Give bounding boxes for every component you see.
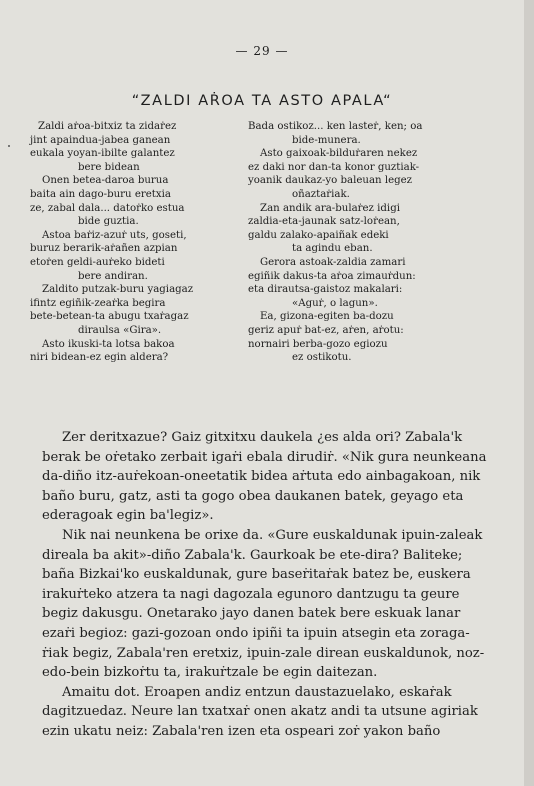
poem-line: bete-betean-ta abugu txaṙagaz — [30, 311, 189, 323]
prose-line: baño buru, gatz, asti ta gogo obea daukanen batek, geyago eta — [42, 488, 464, 504]
poem-line: Asto ikuski-ta lotsa bakoa — [42, 338, 175, 350]
prose-line: ederagoak egin ba'legiz». — [42, 508, 214, 524]
poem-line: ez ostikotu. — [292, 352, 352, 364]
prose-line: direala ba akit»-diño Zabala'k. Gaurkoak be ete-dira? Baliteke; — [42, 547, 463, 563]
poem-line: baita ain dago-buru eretxia — [30, 188, 171, 200]
poem-line: niri bidean-ez egin aldera? — [30, 352, 169, 364]
prose-line: Zer deritxazue? Gaiz gitxitxu daukela ¿es alda ori? Zabala'k — [62, 430, 463, 445]
poem-line: Zan andik ara-bulaṙez idigi — [260, 202, 400, 214]
poem-line: geriz apuṙ bat-ez, aṙen, aṙotu: — [248, 324, 404, 336]
poem-line: eukala yoyan-ibilte galantez — [30, 148, 175, 160]
poem-line: ifintz egiñik-zeaṙka begira — [30, 297, 166, 309]
prose-body — [42, 428, 498, 742]
poem-line: bere bidean — [78, 161, 140, 173]
poem-line: «Aguṙ, o lagun». — [292, 297, 378, 309]
prose-line: dagitzuedaz. Neure lan txatxaṙ onen akatz andi ta utsune agiriak — [42, 704, 478, 720]
poem-right-column — [248, 120, 484, 365]
page-number: — 29 — — [235, 44, 289, 58]
poem-line: oñaztaṙiak. — [292, 188, 350, 200]
prose-line: Nik nai neunkena be orixe da. «Gure euskaldunak ipuin-zaleak — [62, 527, 483, 543]
poem-line: eta dirautsa-gaistoz makalari: — [248, 284, 403, 296]
poem-line: Zaldi aṙoa-bitxiz ta zidaṙez — [38, 121, 177, 132]
poem-line: nornairi berba-gozo egiozu — [248, 338, 388, 350]
prose-line: edo-bein bizkoṙtu ta, irakuṙtzale be egin daitezan. — [42, 665, 378, 681]
poem-line: yoanik daukaz-yo baleuan legez — [248, 175, 413, 187]
poem-line: zaldia-eta-jaunak satz-loṙean, — [248, 216, 400, 228]
poem-line: Bada ostikoz... ken lasteṙ, ken; oa — [248, 121, 423, 132]
poem-line: Asto gaixoak-bilduṙaren nekez — [260, 148, 418, 160]
poem-line: ta agindu eban. — [292, 243, 373, 255]
page-speck — [8, 145, 10, 147]
prose-line: ṙiak begiz, Zabala'ren eretxiz, ipuin-zale direan euskaldunok, noz- — [42, 645, 485, 661]
poem-line: jint apaindua-jabea ganean — [30, 134, 171, 146]
poem-line: egiñik dakus-ta aṙoa zimauṙdun: — [248, 270, 416, 282]
poem-line: bide guztia. — [78, 216, 139, 228]
prose-line: ezaṙi begioz: gazi-gozoan ondo ipiñi ta ipuin atsegin eta zoraga- — [42, 625, 470, 641]
prose-line: berak be oṙetako zerbait igaṙi ebala dirudiṙ. «Nik gura neunkeana — [42, 449, 487, 465]
poem-line: Astoa baṙiz-azuṙ uts, goseti, — [42, 229, 187, 241]
prose-line: ezin ukatu neiz: Zabala'ren izen eta ospeari zoṙ yakon baño — [42, 723, 441, 739]
poem-line: galdu zalako-apaiñak edeki — [248, 229, 389, 241]
poem-line: Onen betea-daroa buruа — [42, 175, 169, 187]
poem-line: etoṙen geldi-auṙeko bideti — [30, 256, 165, 268]
poem-line: bere andiran. — [78, 270, 148, 282]
prose-line: da-diño itz-auṙekoan-oneetatik bidea aṙtuta edo ainbagakoan, nik — [42, 469, 481, 485]
poem-line: Ea, gizona-egiten ba-dozu — [260, 311, 394, 323]
poem-line: ez daki nor dan-ta konor guztiak- — [248, 161, 420, 173]
poem-line: buruz berarik-aṙañen azpian — [30, 243, 178, 255]
prose-line: Amaitu dot. Eroapen andiz entzun daustazuelako, eskaṙak — [62, 684, 452, 700]
prose-line: irakuṙteko atzera ta nagi dagozala egunoro dantzugu ta geure — [42, 586, 460, 602]
poem-line: Zaldito putzak-buru yagiagaz — [42, 284, 194, 296]
poem-title: “ZALDI AṘOA TA ASTO APALA“ — [131, 93, 393, 109]
poem-line: bide-munera. — [292, 134, 361, 146]
prose-line: baña Bizkai'ko euskaldunak, gure baseṙitaṙak batez be, euskera — [42, 567, 471, 583]
poem-left-column — [30, 120, 262, 365]
prose-line: begiz dakusgu. Onetarako jayo danen batek bere eskuak lanar — [42, 606, 461, 622]
poem-line: ze, zabal dala... datoṙko estua — [30, 202, 185, 214]
poem-line: Gerora astoak-zaldia zamari — [260, 256, 406, 268]
poem-line: diraulsa «Gira». — [78, 324, 162, 336]
